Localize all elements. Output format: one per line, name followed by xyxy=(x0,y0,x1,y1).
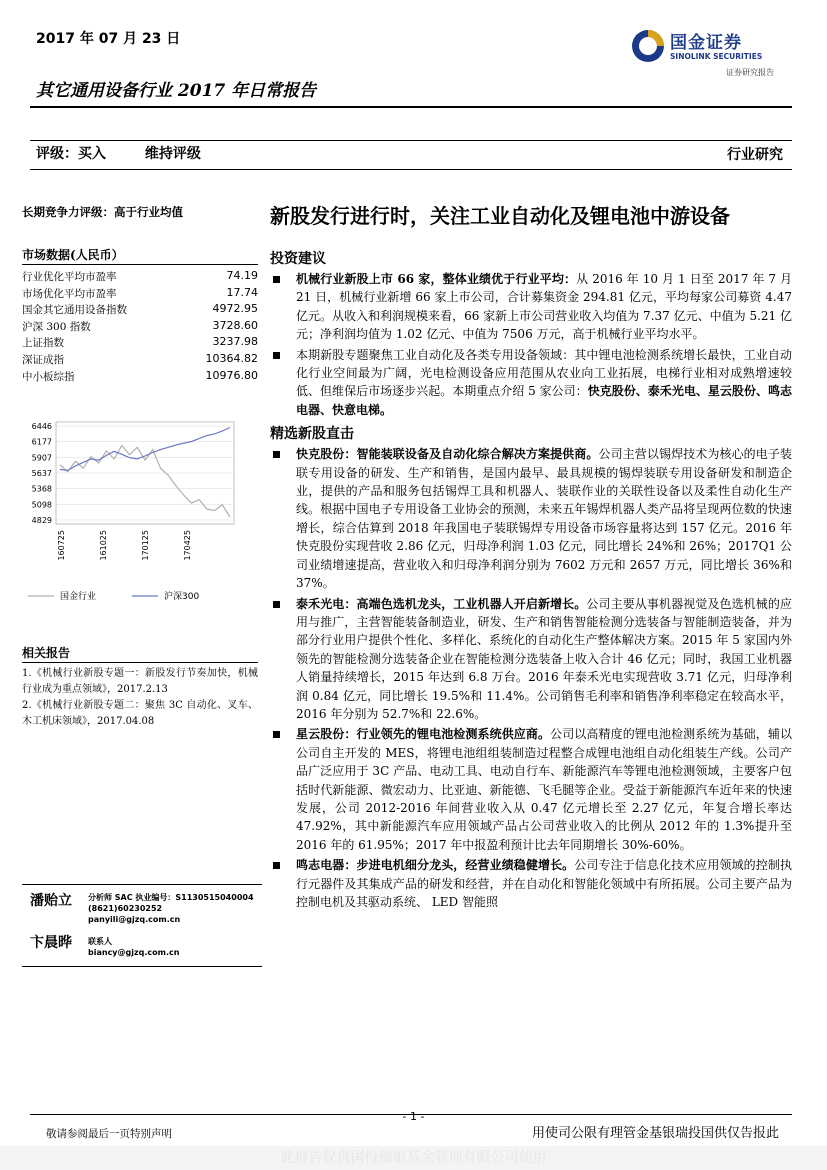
stock-lead: 鸣志电器：步进电机细分龙头，经营业绩稳健增长。 xyxy=(296,858,575,873)
index-chart xyxy=(22,410,258,610)
chart-legend-label: 沪深300 xyxy=(164,592,200,602)
bullet-square-icon xyxy=(273,731,280,738)
contact-email[interactable]: biancy@gjzq.com.cn xyxy=(88,948,180,957)
logo-subtitle: 证券研究报告 xyxy=(726,68,774,77)
market-data-label: 沪深 300 指数 xyxy=(22,320,91,333)
footer-note: 用使司公限有理管金基银瑞投国供仅告报此 xyxy=(531,1126,779,1141)
related-reports-title: 相关报告 xyxy=(22,646,71,660)
market-data-label: 上证指数 xyxy=(22,337,64,350)
sinolink-logo-icon xyxy=(630,28,666,64)
divider xyxy=(22,264,258,265)
stock-paragraph xyxy=(270,595,792,724)
rating-note: 维持评级 xyxy=(144,146,201,162)
bullet-paragraph xyxy=(270,270,792,344)
market-data-label: 国金其它通用设备指数 xyxy=(22,304,127,317)
stock-paragraph xyxy=(270,445,792,592)
analyst-info xyxy=(88,892,254,925)
report-date: 2017 年 07 月 23 日 xyxy=(36,31,181,47)
section-title: 精选新股直击 xyxy=(270,426,354,443)
divider xyxy=(22,662,258,663)
bullet-paragraph xyxy=(270,346,792,420)
market-data-row xyxy=(22,302,258,319)
bullet-square-icon xyxy=(273,276,280,283)
bullet-text: 本期新股专题聚焦工业自动化及各类专用设备领域：其中锂电池检测系统增长最快，工业自动化行业空间最为广阔，光电检测设备应用范围从农业向工业拓展，电梯行业相对成熟增速较低、但维保后市场逐步兴起。本期重点介绍 5 家公司： xyxy=(296,347,792,399)
market-data-label: 深证成指 xyxy=(22,353,64,366)
headline: 新股发行进行时，关注工业自动化及锂电池中游设备 xyxy=(270,204,730,228)
bullet-square-icon xyxy=(273,601,280,608)
market-data-value: 74.19 xyxy=(226,269,258,282)
market-data-value: 17.74 xyxy=(226,285,258,299)
contact-role: 联系人 xyxy=(88,937,112,946)
market-data-value: 4972.95 xyxy=(212,302,258,316)
market-data-value: 3728.60 xyxy=(212,318,258,332)
divider xyxy=(30,169,792,170)
chart-x-tick: 170425 xyxy=(183,530,192,561)
market-data-table xyxy=(22,269,258,385)
market-data-row xyxy=(22,269,258,286)
chart-y-tick: 5637 xyxy=(31,469,52,478)
market-data-row xyxy=(22,286,258,303)
analyst-name: 潘贻立 xyxy=(30,893,72,909)
market-data-value: 10364.82 xyxy=(205,351,258,365)
divider xyxy=(30,140,792,141)
stock-paragraph xyxy=(270,856,792,911)
rating-value: 评级：买入 xyxy=(36,146,106,162)
report-category: 行业研究 xyxy=(727,147,783,163)
long-term-rating: 长期竞争力评级：高于行业均值 xyxy=(22,205,183,219)
page-number: - 1 - xyxy=(402,1110,425,1123)
chart-y-tick: 5098 xyxy=(31,500,52,510)
chart-y-tick: 5368 xyxy=(31,484,52,494)
disclaimer: 敬请参阅最后一页特别声明 xyxy=(46,1128,172,1140)
section-title: 投资建议 xyxy=(270,251,326,267)
divider xyxy=(22,966,262,967)
chart-legend-label: 国金行业 xyxy=(60,592,97,602)
main-content xyxy=(270,200,792,911)
market-data-row xyxy=(22,319,258,336)
chart-y-tick: 4829 xyxy=(31,516,52,525)
stock-paragraph xyxy=(270,725,792,854)
stock-text: 公司以高精度的锂电池检测系统为基础，辅以公司自主开发的 MES，将锂电池组组装制造过程整合成锂电池组自动化组装生产线。公司产品广泛应用于 3C 产品、电动工具、电动自行车、新能源汽车等锂电池检测领域，主要客户包括时代新能源、微宏动力、比亚迪、新能德、飞毛腿等企业。受益于新能源汽车近年来的快速发展，公司 2012-2016 年间营业收入从 0.47 亿元增长至 2.27 亿元，年复合增长率达 47.92%，其中新能源汽车应用领域产品占公司营业收入的比例从 2012 年的 1.3%提升至 2016 年的 61.95%；2017 年中报盈利预计比去年同期增长 30%-60%。 xyxy=(296,727,792,852)
bullet-square-icon xyxy=(273,352,280,359)
bullet-lead: 机械行业新股上市 66 家，整体业绩优于行业平均： xyxy=(296,272,577,286)
stock-lead: 星云股份：行业领先的锂电池检测系统供应商。 xyxy=(296,727,551,742)
related-report-item[interactable]: 1.《机械行业新股专题一：新股发行节奏加快，机械行业成为重点领域》，2017.2.13 xyxy=(22,668,258,695)
chart-y-tick: 6446 xyxy=(31,422,52,431)
company-logo xyxy=(630,24,790,76)
chart-y-tick: 6177 xyxy=(31,437,52,447)
watermark: 此报告仅供国投瑞银基金管理有限公司使用 xyxy=(0,1146,827,1170)
divider xyxy=(30,106,792,108)
stock-lead: 快克股份：智能装联设备及自动化综合解决方案提供商。 xyxy=(296,447,599,462)
market-data-row xyxy=(22,369,258,386)
report-title: 其它通用设备行业 2017 年日常报告 xyxy=(36,81,317,101)
market-data-value: 10976.80 xyxy=(205,368,258,382)
contact-info xyxy=(88,936,179,958)
market-data-label: 市场优化平均市盈率 xyxy=(22,287,117,300)
market-data-row xyxy=(22,335,258,352)
bullet-text: 从 2016 年 10 月 1 日至 2017 年 7 月 21 日，机械行业新增 66 家上市公司，合计募集资金 294.81 亿元，平均每家公司募资 4.47 亿元。从收入和利润规模来看，66 家新上市公司营业收入均值为 7.37 亿元、中值为 5.21 亿元；净利润均值为 1.02 亿元、中值为 7506 万元，高于机械行业平均水平。 xyxy=(296,272,792,342)
analyst-license: 分析师 SAC 执业编号：S1130515040004 xyxy=(88,893,254,902)
market-data-title: 市场数据(人民币） xyxy=(22,248,124,262)
divider xyxy=(22,884,262,885)
logo-name-en: SINOLINK SECURITIES xyxy=(670,52,763,61)
market-data-label: 中小板综指 xyxy=(22,370,75,383)
rating xyxy=(36,143,201,163)
chart-x-tick: 170125 xyxy=(141,530,150,561)
bullet-square-icon xyxy=(273,451,280,458)
bullet-square-icon xyxy=(273,862,280,869)
related-reports xyxy=(22,666,258,730)
bullet-lead: 快克股份、泰禾光电、星云股份、鸣志电器、快意电梯。 xyxy=(296,384,792,417)
market-data-value: 3237.98 xyxy=(212,335,258,349)
analyst-phone: (8621)60230252 xyxy=(88,904,163,913)
chart-x-tick: 160725 xyxy=(57,530,66,561)
stock-lead: 泰禾光电：高端色选机龙头，工业机器人开启新增长。 xyxy=(296,596,587,611)
contact-name: 卞晨晔 xyxy=(30,935,72,951)
analyst-email[interactable]: panyili@gjzq.com.cn xyxy=(88,915,181,924)
chart-y-tick: 5907 xyxy=(31,453,52,463)
stock-text: 公司主营以锡焊技术为核心的电子装联专用设备的研发、生产和销售，是国内最早、最具规模的锡焊装联专用设备研发和制造企业，提供的产品和服务包括锡焊工具和机器人、装联作业的关联性设备以及柔性自动化生产线。根据中国电子专用设备工业协会的预测，未来五年锡焊机器人类产品将呈现两位数的快速增长，综合估算到 2018 年我国电子装联锡焊专用设备市场容量将达到 157 亿元。2016 年快克股份实现营收 2.86 亿元，归母净利润 1.03 亿元，同比增长 24%和 26%；2017Q1 公司业绩增速提高，营业收入和归母净利润分别为 7602 万元和 2657 万元，同比增长 36%和 37%。 xyxy=(296,447,792,591)
chart-x-tick: 161025 xyxy=(99,530,108,561)
stock-text: 公司专注于信息化技术应用领域的控制执行元器件及其集成产品的研发和经营，并在自动化和智能化领域中有所拓展。公司主要产品为控制电机及其驱动系统、 LED 智能照 xyxy=(296,858,792,909)
market-data-label: 行业优化平均市盈率 xyxy=(22,271,117,283)
related-report-item[interactable]: 2.《机械行业新股专题二：聚焦 3C 自动化、叉车、木工机床领域》，2017.04.08 xyxy=(22,700,258,727)
logo-name-cn: 国金证券 xyxy=(670,33,742,53)
stock-text: 公司主要从事机器视觉及色选机械的应用与推广，主营智能装备制造业，研发、生产和销售智能检测分选装备与智能制造装备，并为部分行业用户提供个性化、多样化、系统化的自动化生产整体解决方案。2015 年 5 家国内外领先的智能检测分选装备企业在智能检测分选装备上收入合计 46 亿元；同时，我国工业机器人销量持续增长，2015 年达到 6.8 万台。2016 年泰禾光电实现营收 3.71 亿元，归母净利润 0.84 亿元，同比增长 19.5%和 11.4%。公司销售毛利率和销售净利率稳定在较高水平，2016 年分别为 52.7%和 22.6%。 xyxy=(296,596,792,721)
market-data-row xyxy=(22,352,258,369)
